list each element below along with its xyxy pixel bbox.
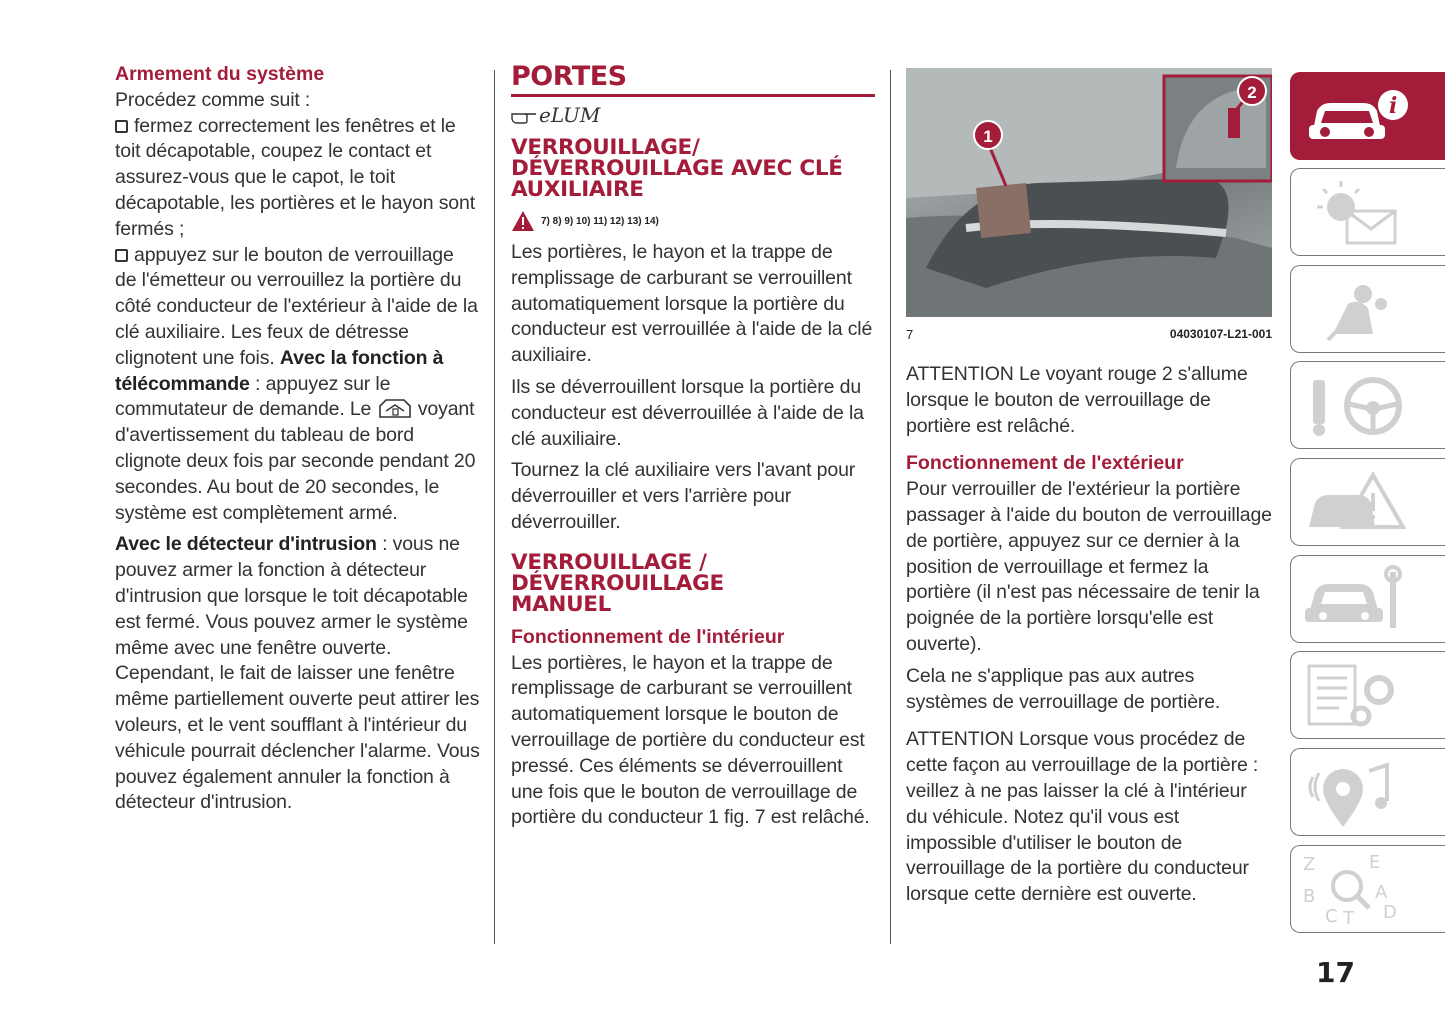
column-2 bbox=[511, 62, 875, 837]
warning-references: 7) 8) 9) 10) 11) 12) 13) 14) bbox=[511, 210, 875, 232]
bullet-1: fermez correctement les fenêtres et le toit décapotable, coupez le contact et assurez-vous que le capot, le toit décapotable, les portières et le hayon sont fermés ; bbox=[115, 114, 475, 240]
warning-lamp-icon bbox=[377, 397, 413, 419]
airbag-icon bbox=[1303, 274, 1413, 344]
callout-1: 1 bbox=[973, 120, 1003, 150]
checkbox-bullet-icon bbox=[115, 120, 128, 133]
tab-index[interactable] bbox=[1290, 845, 1445, 933]
elum-badge: eLUM bbox=[511, 103, 875, 127]
tab-safety[interactable] bbox=[1290, 265, 1445, 353]
tab-driving[interactable] bbox=[1290, 361, 1445, 449]
bullet-2: appuyez sur le bouton de verrouillage de l'émetteur ou verrouillez la portière du côté conducteur de l'extérieur à l'aide de la clé auxiliaire. Les feux de détresse clignotent une fois. Avec la fonction à télécommande : appuyez sur le commutateur de demande. Le voyant d'avertissement du tableau de bord clignote deux fois par seconde pendant 20 secondes. Au bout de 20 secondes, le système est complètement armé. bbox=[115, 243, 478, 524]
attention-note-1: ATTENTION Le voyant rouge 2 s'allume lorsque le bouton de verrouillage de portière est relâché. bbox=[906, 363, 1248, 437]
emergency-icon bbox=[1303, 467, 1413, 537]
tab-maintenance[interactable] bbox=[1290, 555, 1445, 643]
attention-note-2: ATTENTION Lorsque vous procédez de cette façon au verrouillage de la portière : veillez à ne pas laisser la clé à l'intérieur du véhicule. Notez qu'il vous est impossible d'utiliser le bouton de verrouillage de la portière du conducteur lorsque cette dernière est ouverte. bbox=[906, 728, 1259, 906]
svg-text:B: B bbox=[1303, 886, 1316, 907]
svg-text:C: C bbox=[1325, 906, 1338, 924]
paragraph-other-systems: Cela ne s'applique pas aux autres systèmes de verrouillage de portière. bbox=[906, 664, 1221, 713]
door-lock-figure bbox=[906, 68, 1272, 317]
warning-triangle-icon bbox=[511, 210, 535, 232]
checkbox-bullet-icon bbox=[115, 249, 128, 262]
svg-text:i: i bbox=[1389, 93, 1398, 119]
svg-text:A: A bbox=[1375, 882, 1388, 903]
svg-text:D: D bbox=[1383, 902, 1397, 923]
tab-car-info[interactable] bbox=[1290, 72, 1445, 160]
svg-text:Z: Z bbox=[1303, 854, 1316, 875]
column-1 bbox=[115, 62, 480, 822]
multimedia-icon bbox=[1303, 757, 1413, 827]
figure-number: 7 bbox=[906, 327, 914, 342]
subheading-interior: Fonctionnement de l'intérieur bbox=[511, 625, 785, 648]
tab-multimedia[interactable] bbox=[1290, 748, 1445, 836]
svg-text:T: T bbox=[1343, 908, 1354, 924]
pointing-hand-icon bbox=[511, 106, 537, 124]
svg-text:E: E bbox=[1369, 854, 1381, 873]
paragraph-interior: Les portières, le hayon et la trappe de remplissage de carburant se verrouillent automatiquement lorsque le bouton de verrouillage de portière du conducteur est pressé. Ces éléments se déverrouillent une fois que le bouton de verrouillage de portière du conducteur 1 fig. 7 est relâché. bbox=[511, 651, 870, 829]
intrusion-paragraph: Avec le détecteur d'intrusion : vous ne pouvez armer la fonction à détecteur d'intrusion que lorsque le toit décapotable est fermé. Vous pouvez armer le système même avec une fenêtre ouverte. Cependant, le fait de laisser une fenêtre même partiellement ouverte peut attirer les voleurs, et le vent soufflant à l'intérieur du véhicule pourrait déclencher l'alarme. Vous pouvez également annuler la fonction à détecteur d'intrusion. bbox=[115, 533, 480, 814]
figure-caption bbox=[906, 327, 1272, 342]
steering-wheel-icon bbox=[1303, 370, 1413, 440]
car-info-icon bbox=[1303, 81, 1413, 151]
section-title-aux-key: VERROUILLAGE/ DÉVERROUILLAGE AVEC CLÉ AUXILIAIRE bbox=[511, 135, 843, 202]
column-divider-2 bbox=[890, 70, 891, 944]
page-number: 17 bbox=[1316, 956, 1355, 989]
subheading-exterior: Fonctionnement de l'extérieur bbox=[906, 452, 1184, 475]
tech-data-icon bbox=[1303, 660, 1413, 730]
callout-2: 2 bbox=[1237, 76, 1267, 106]
heading-arming: Armement du système bbox=[115, 63, 325, 85]
intro-text: Procédez comme suit : bbox=[115, 88, 311, 111]
warning-lights-icon bbox=[1303, 177, 1413, 247]
paragraph-auto-lock: Les portières, le hayon et la trappe de remplissage de carburant se verrouillent automatiquement lorsque la portière du conducteur est verrouillée à l'aide de la clé auxiliaire. bbox=[511, 241, 873, 367]
paragraph-exterior: Pour verrouiller de l'extérieur la portière passager à l'aide du bouton de verrouillage de portière, appuyez sur ce dernier à la position de verrouillage et fermez la portière (il n'est pas nécessaire de tenir la poignée de la portière lorsqu'elle est ouverte). bbox=[906, 478, 1272, 655]
column-divider-1 bbox=[494, 70, 495, 944]
figure-code: 04030107-L21-001 bbox=[1169, 327, 1272, 341]
page-title: PORTES bbox=[511, 62, 875, 97]
tab-tech-data[interactable] bbox=[1290, 651, 1445, 739]
index-icon bbox=[1303, 854, 1413, 924]
column-3 bbox=[906, 62, 1272, 914]
section-title-manual: VERROUILLAGE / DÉVERROUILLAGE MANUEL bbox=[511, 549, 724, 617]
paragraph-unlock: Ils se déverrouillent lorsque la portière du conducteur est déverrouillée à l'aide de la clé auxiliaire. bbox=[511, 375, 864, 450]
tab-warning-lights[interactable] bbox=[1290, 168, 1445, 256]
car-wrench-icon bbox=[1303, 564, 1413, 634]
tab-emergency[interactable] bbox=[1290, 458, 1445, 546]
paragraph-turn-key: Tournez la clé auxiliaire vers l'avant pour déverrouiller et vers l'arrière pour déverrouiller. bbox=[511, 459, 856, 533]
door-panel-illustration bbox=[906, 68, 1272, 317]
